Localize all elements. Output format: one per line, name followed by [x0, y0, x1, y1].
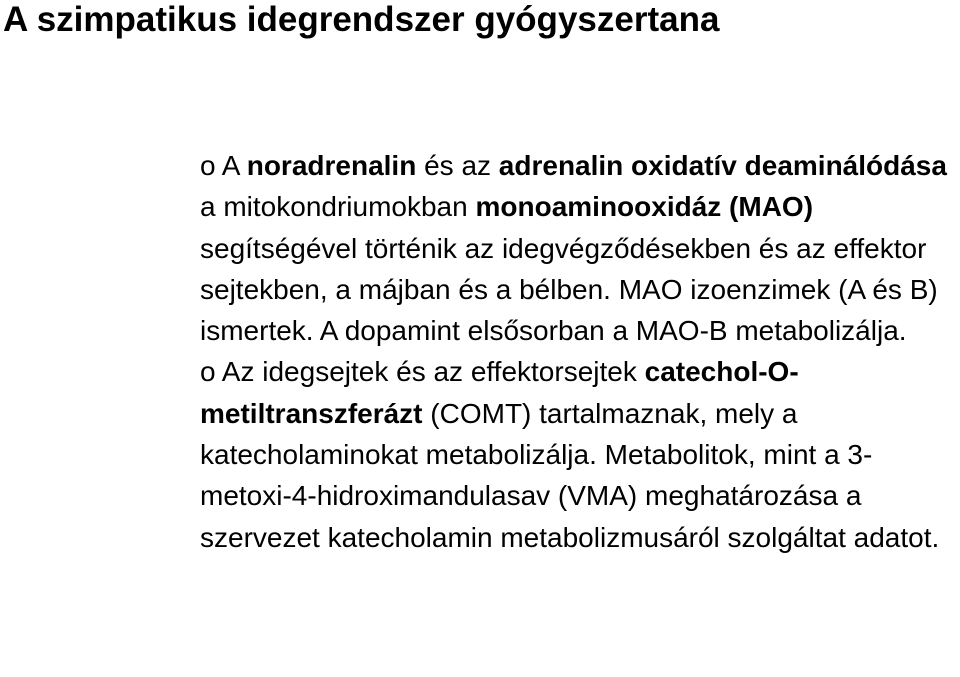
slide-title: A szimpatikus idegrendszer gyógyszertana — [3, 0, 720, 39]
text-segment: o Az idegsejtek és az effektorsejtek — [200, 356, 645, 388]
slide-body — [200, 145, 955, 558]
bold-term-noradrenalin: noradrenalin — [246, 150, 417, 181]
bold-term-mao: monoaminooxidáz (MAO) — [475, 191, 814, 223]
text-segment: o A — [200, 150, 247, 181]
text-segment: és az — [416, 150, 499, 181]
paragraph-comt — [200, 351, 955, 557]
paragraph-mao — [200, 145, 955, 351]
text-segment: a mitokondriumokban — [200, 191, 476, 223]
text-segment: (COMT) tartalmaznak, mely a katecholaminokat metabolizálja. Metabolitok, mint a 3-metoxi-4-hidroximandulasav (VMA) meghatározása a szervezet katecholamin metabolizmusáról szolgáltat adatot. — [200, 397, 940, 553]
text-segment: segítségével történik az idegvégződésekben és az effektor sejtekben, a májban és a bélben. MAO izoenzimek (A és B) ismertek. A dopamint elsősorban a MAO-B metabolizálja. — [200, 232, 938, 347]
bold-term-adrenalin-deamination: adrenalin oxidatív deaminálódása — [498, 150, 947, 181]
bold-term-comt: catechol-O-metiltranszferázt — [200, 356, 799, 429]
